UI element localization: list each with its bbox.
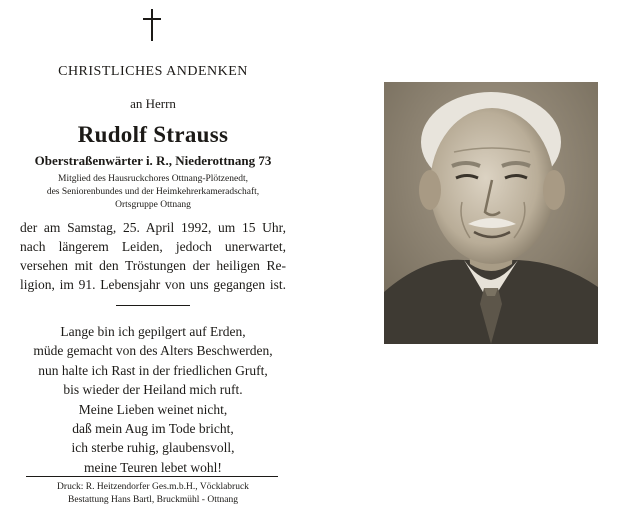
membership-line: Mitglied des Hausruckchores Ottnang-Plötzenedt, <box>58 174 248 184</box>
poem-line: müde gemacht von des Alters Beschwerden, <box>33 343 273 359</box>
cross-icon <box>141 9 163 41</box>
credit-line: Druck: R. Heitzendorfer Ges.m.b.H., Vöcklabruck <box>57 482 249 492</box>
poem-line: Meine Lieben weinet nicht, <box>78 401 228 417</box>
notice-line: nach längerem Leiden, jedoch unerwartet, <box>20 239 286 254</box>
poem-line: bis wieder der Heiland mich ruft. <box>63 382 243 398</box>
memorial-text-column <box>20 0 286 509</box>
notice-line: versehen mit den Tröstungen der heiligen Re- <box>20 258 286 273</box>
printer-credits <box>18 481 288 507</box>
portrait-photo <box>384 82 598 344</box>
credit-line: Bestattung Hans Bartl, Bruckmühl - Ottnang <box>68 495 238 505</box>
poem-line: daß mein Aug im Tode bricht, <box>72 421 234 437</box>
poem-line: meine Teuren lebet wohl! <box>84 459 222 475</box>
deceased-name: Rudolf Strauss <box>77 122 229 147</box>
notice-line: der am Samstag, 25. April 1992, um 15 Uhr, <box>20 220 286 235</box>
divider <box>116 305 190 306</box>
poem-line: nun halte ich Rast in der friedlichen Gruft, <box>38 362 268 378</box>
deceased-title: Oberstraßenwärter i. R., Niederottnang 73 <box>34 153 272 168</box>
membership-line: des Seniorenbundes und der Heimkehrerkameradschaft, <box>46 187 260 197</box>
footer-divider <box>26 476 278 477</box>
memorial-poem <box>18 322 288 477</box>
notice-line: ligion, im 91. Lebensjahr von uns gegangen ist. <box>20 277 286 292</box>
portrait-illustration <box>384 82 598 344</box>
membership-line: Ortsgruppe Ottnang <box>115 200 191 210</box>
poem-line: Lange bin ich gepilgert auf Erden, <box>60 324 246 339</box>
salutation: an Herrn <box>130 96 176 111</box>
memorial-heading: CHRISTLICHES ANDENKEN <box>58 64 248 79</box>
poem-line: ich sterbe ruhig, glaubensvoll, <box>71 440 235 456</box>
death-notice-text <box>20 218 286 294</box>
